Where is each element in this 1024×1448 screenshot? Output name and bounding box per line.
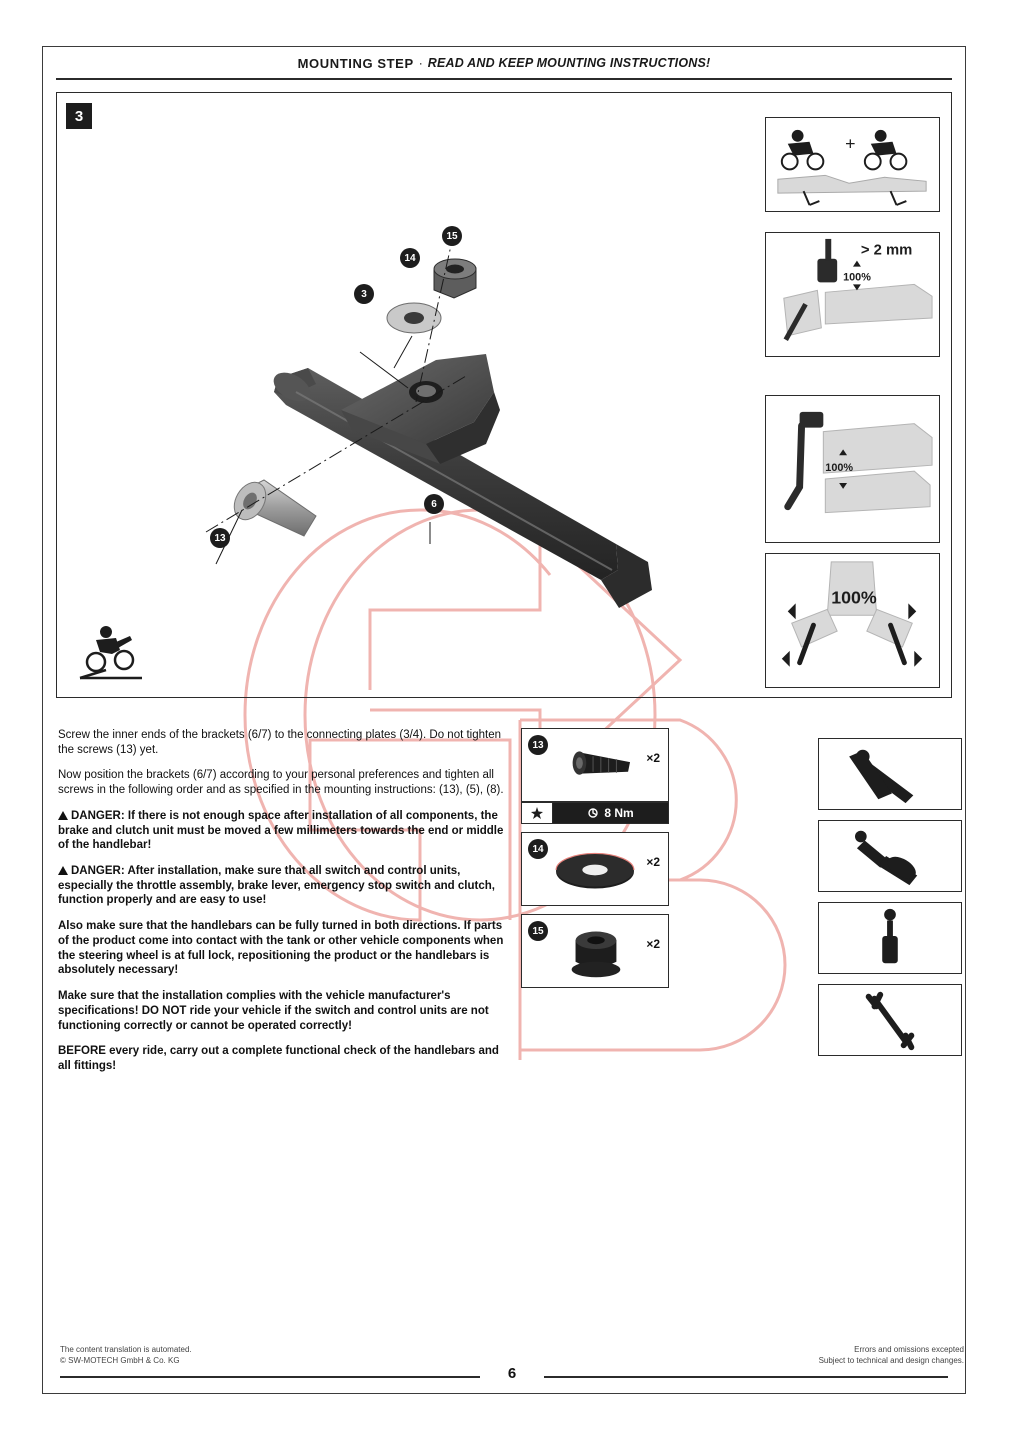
torque-spec-13 (521, 802, 669, 824)
danger-text-2: After installation, make sure that all switch and control units, especially the throttle assembly, brake lever, emergency stop switch and clutch, function properly and are easy to use! (58, 865, 495, 907)
thread-lock-icon (522, 803, 553, 823)
part-quantity-15: ×2 (646, 937, 660, 951)
parts-list (521, 728, 669, 996)
instruction-paragraph-1: Screw the inner ends of the brackets (6/7) to the connecting plates (3/4). Do not tighten the screws (13) yet. (58, 729, 502, 756)
svg-text:100%: 100% (843, 271, 871, 284)
gap-label: > 2 mm (860, 242, 913, 259)
svg-text:100%: 100% (831, 587, 877, 608)
washer-icon (522, 833, 668, 905)
part-box-14 (521, 832, 669, 906)
footer-right-line-2: Subject to technical and design changes. (818, 1355, 964, 1365)
page-header (43, 47, 965, 79)
page-number: 6 (507, 1365, 517, 1382)
info-box-two-riders (765, 117, 940, 212)
footer-rule-right (544, 1376, 948, 1378)
warning-triangle-icon-2 (58, 866, 68, 875)
danger-label-2: DANGER: (71, 865, 125, 878)
part-number-13: 13 (528, 735, 548, 755)
part-number-14: 14 (528, 839, 548, 859)
torque-text: 8 Nm (604, 806, 634, 820)
tool-box-torque-wrench (818, 738, 962, 810)
footer-left-line-2: © SW-MOTECH GmbH & Co. KG (60, 1355, 180, 1365)
header-title: MOUNTING STEP (297, 55, 414, 71)
instruction-paragraph-4: Make sure that the installation complies with the vehicle manufacturer's specifications! DO NOT ride your vehicle if the switch and control units are not functioning correctly or cannot be operated correctly! (58, 990, 489, 1032)
step-number-badge: 3 (66, 103, 92, 129)
info-box-gap-measure (765, 232, 940, 357)
part-quantity-13: ×2 (646, 751, 660, 765)
footer-right-line-1: Errors and omissions excepted (854, 1345, 964, 1354)
info-box-full-lock (765, 553, 940, 688)
header-separator: · (418, 56, 423, 70)
rider-on-ramp-icon (76, 620, 146, 682)
torque-wrench-icon (587, 807, 599, 819)
header-rule (56, 78, 952, 80)
warning-triangle-icon (58, 811, 68, 820)
countersunk-screw-icon (522, 729, 668, 801)
callout-15: 15 (442, 226, 462, 246)
part-box-13 (521, 728, 669, 802)
flange-nut-icon (522, 915, 668, 987)
tools-list (818, 738, 962, 1066)
footer-rule-left (60, 1376, 480, 1378)
part-box-15 (521, 914, 669, 988)
callout-3: 3 (354, 284, 374, 304)
danger-note-1 (58, 809, 513, 853)
part-number-15: 15 (528, 921, 548, 941)
tool-box-hex-key (818, 820, 962, 892)
instruction-text (58, 728, 513, 1085)
torque-value (553, 803, 668, 823)
part-quantity-14: ×2 (646, 855, 660, 869)
callout-13: 13 (210, 528, 230, 548)
info-box-lever-travel (765, 395, 940, 543)
svg-text:+: + (845, 133, 856, 154)
footer-left-line-1: The content translation is automated. (60, 1345, 192, 1354)
footer-right (819, 1345, 964, 1367)
callout-14: 14 (400, 248, 420, 268)
header-subtitle: READ AND KEEP MOUNTING INSTRUCTIONS! (427, 56, 711, 70)
instruction-paragraph-3: Also make sure that the handlebars can be fully turned in both directions. If parts of the product come into contact with the tank or other vehicle components when the steering wheel is at full lock, repositioning the product or the handlebars is absolutely necessary! (58, 920, 504, 977)
footer-left (60, 1345, 192, 1367)
tool-box-open-end-wrench (818, 984, 962, 1056)
svg-text:100%: 100% (825, 462, 854, 475)
callout-6: 6 (424, 494, 444, 514)
instruction-paragraph-2: Now position the brackets (6/7) according to your personal preferences and tighten all screws in the following order and as specified in the mounting instructions: (13), (5), (8). (58, 769, 504, 797)
danger-label-1: DANGER: (71, 809, 125, 822)
danger-note-2 (58, 864, 513, 908)
instruction-paragraph-5: BEFORE every ride, carry out a complete functional check of the handlebars and all fittings! (58, 1045, 499, 1072)
tool-box-screwdriver (818, 902, 962, 974)
danger-text-1: If there is not enough space after installation of all components, the brake and clutch unit must be moved a few millimeters towards the end or middle of the handlebar! (58, 809, 504, 852)
